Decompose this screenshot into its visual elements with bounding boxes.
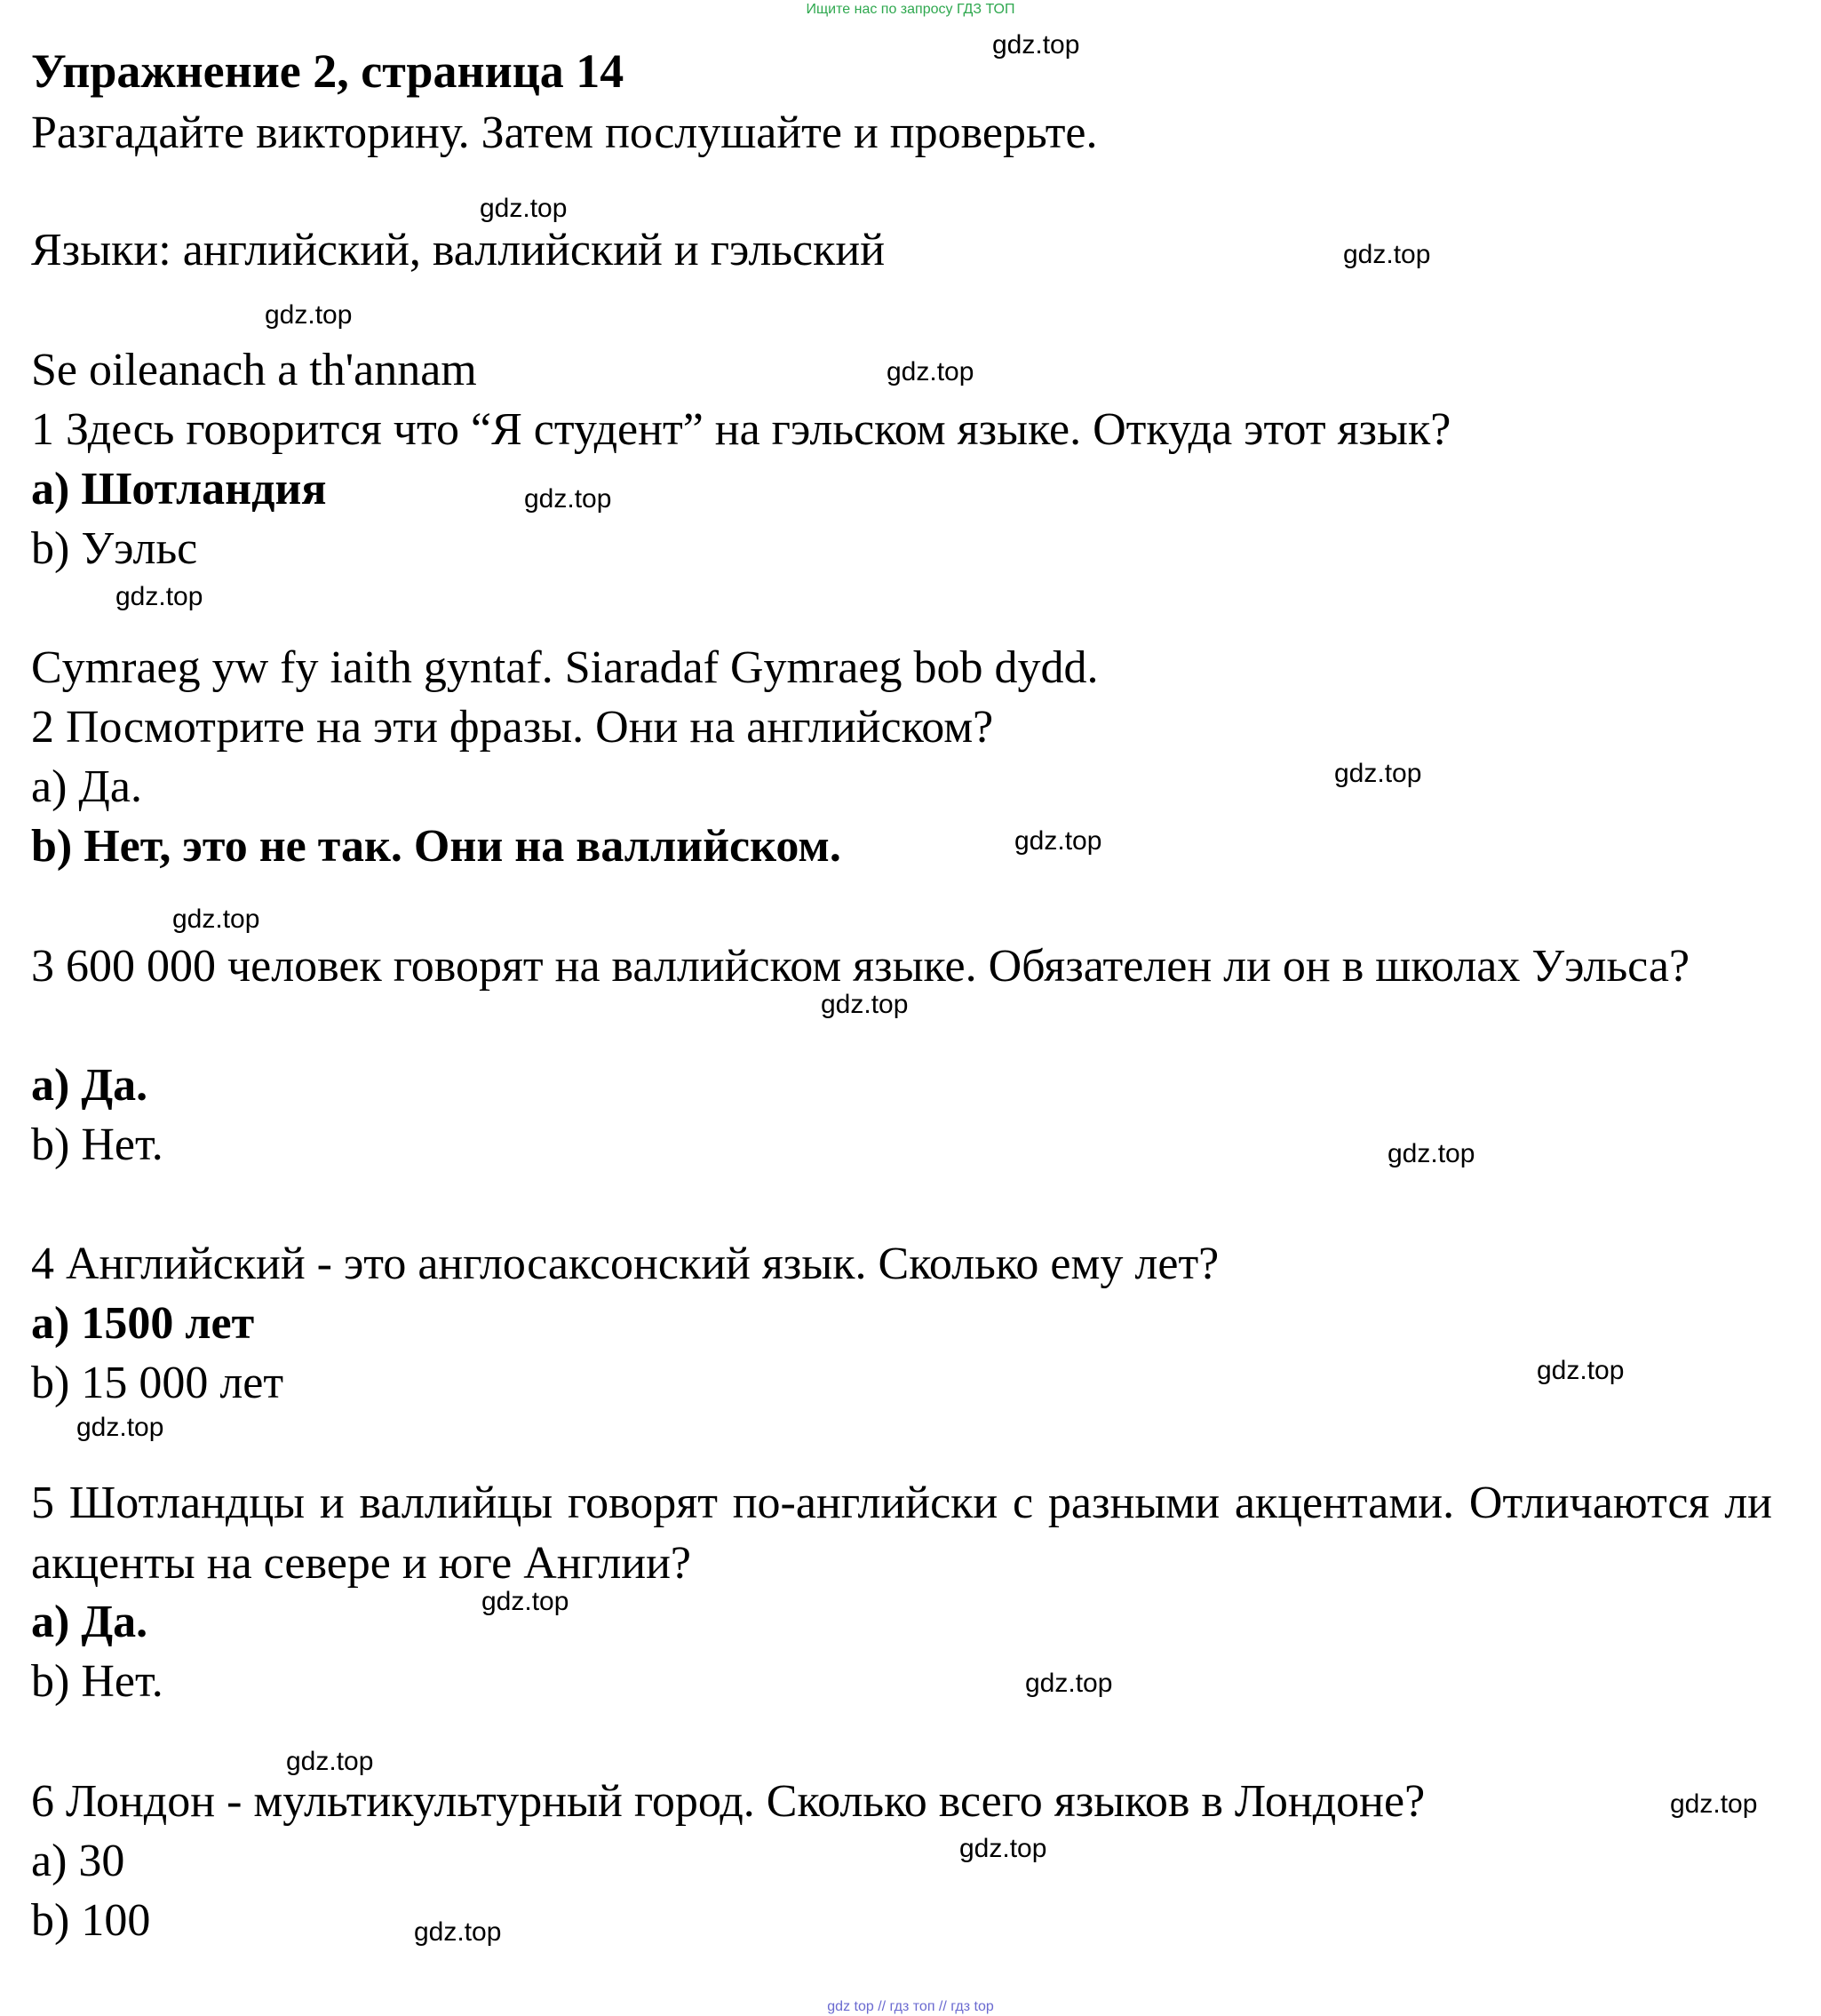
watermark: gdz.top — [1537, 1356, 1625, 1385]
watermark: gdz.top — [887, 357, 974, 386]
watermark: gdz.top — [1025, 1669, 1113, 1698]
welsh-phrase: Cymraeg yw fy iaith gyntaf. Siaradaf Gymraeg bob dydd. — [31, 642, 1099, 693]
q3-option-a-correct: a) Да. — [31, 1060, 148, 1111]
watermark: gdz.top — [992, 30, 1080, 60]
watermark: gdz.top — [1343, 240, 1431, 269]
bottom-note: gdz top // гдз топ // гдз top — [827, 1999, 994, 2014]
watermark: gdz.top — [480, 194, 568, 223]
watermark: gdz.top — [115, 582, 203, 611]
instruction: Разгадайте викторину. Затем послушайте и проверьте. — [31, 108, 1098, 158]
watermark: gdz.top — [1388, 1139, 1475, 1168]
watermark: gdz.top — [1334, 759, 1422, 788]
watermark: gdz.top — [76, 1413, 164, 1442]
page-title: Упражнение 2, страница 14 — [31, 44, 624, 98]
watermark: gdz.top — [1014, 826, 1102, 856]
q5-option-b: b) Нет. — [31, 1656, 163, 1707]
question-2: 2 Посмотрите на эти фразы. Они на английском? — [31, 702, 994, 753]
watermark: gdz.top — [1670, 1789, 1758, 1819]
question-4: 4 Английский - это англосаксонский язык. Сколько ему лет? — [31, 1239, 1220, 1289]
q3-option-b: b) Нет. — [31, 1120, 163, 1170]
question-5: 5 Шотландцы и валлийцы говорят по-английски с разными акцентами. Отличаются ли акценты на севере и юге Англии? — [31, 1478, 1772, 1589]
q6-option-a: a) 30 — [31, 1836, 125, 1886]
watermark: gdz.top — [172, 904, 260, 934]
q6-option-b: b) 100 — [31, 1895, 151, 1946]
q2-option-a: a) Да. — [31, 761, 142, 812]
q1-option-b: b) Уэльс — [31, 523, 198, 574]
question-6: 6 Лондон - мультикультурный город. Сколько всего языков в Лондоне? — [31, 1776, 1426, 1827]
watermark: gdz.top — [265, 300, 353, 330]
gaelic-phrase: Se oileanach a th'annam — [31, 345, 477, 395]
q4-option-b: b) 15 000 лет — [31, 1358, 284, 1408]
top-note: Ищите нас по запросу ГДЗ ТОП — [806, 2, 1015, 17]
question-1: 1 Здесь говорится что “Я студент” на гэльском языке. Откуда этот язык? — [31, 404, 1451, 455]
watermark: gdz.top — [481, 1587, 569, 1616]
q4-option-a-correct: a) 1500 лет — [31, 1298, 255, 1349]
question-3: 3 600 000 человек говорят на валлийском языке. Обязателен ли он в школах Уэльса? — [31, 941, 1690, 992]
watermark: gdz.top — [524, 484, 612, 514]
q1-option-a-correct: a) Шотландия — [31, 464, 327, 514]
watermark: gdz.top — [821, 990, 909, 1019]
watermark: gdz.top — [414, 1917, 502, 1947]
q5-option-a-correct: a) Да. — [31, 1597, 148, 1647]
watermark: gdz.top — [959, 1834, 1047, 1863]
q2-option-b-correct: b) Нет, это не так. Они на валлийском. — [31, 821, 841, 872]
watermark: gdz.top — [286, 1747, 374, 1776]
section-heading: Языки: английский, валлийский и гэльский — [31, 225, 886, 275]
